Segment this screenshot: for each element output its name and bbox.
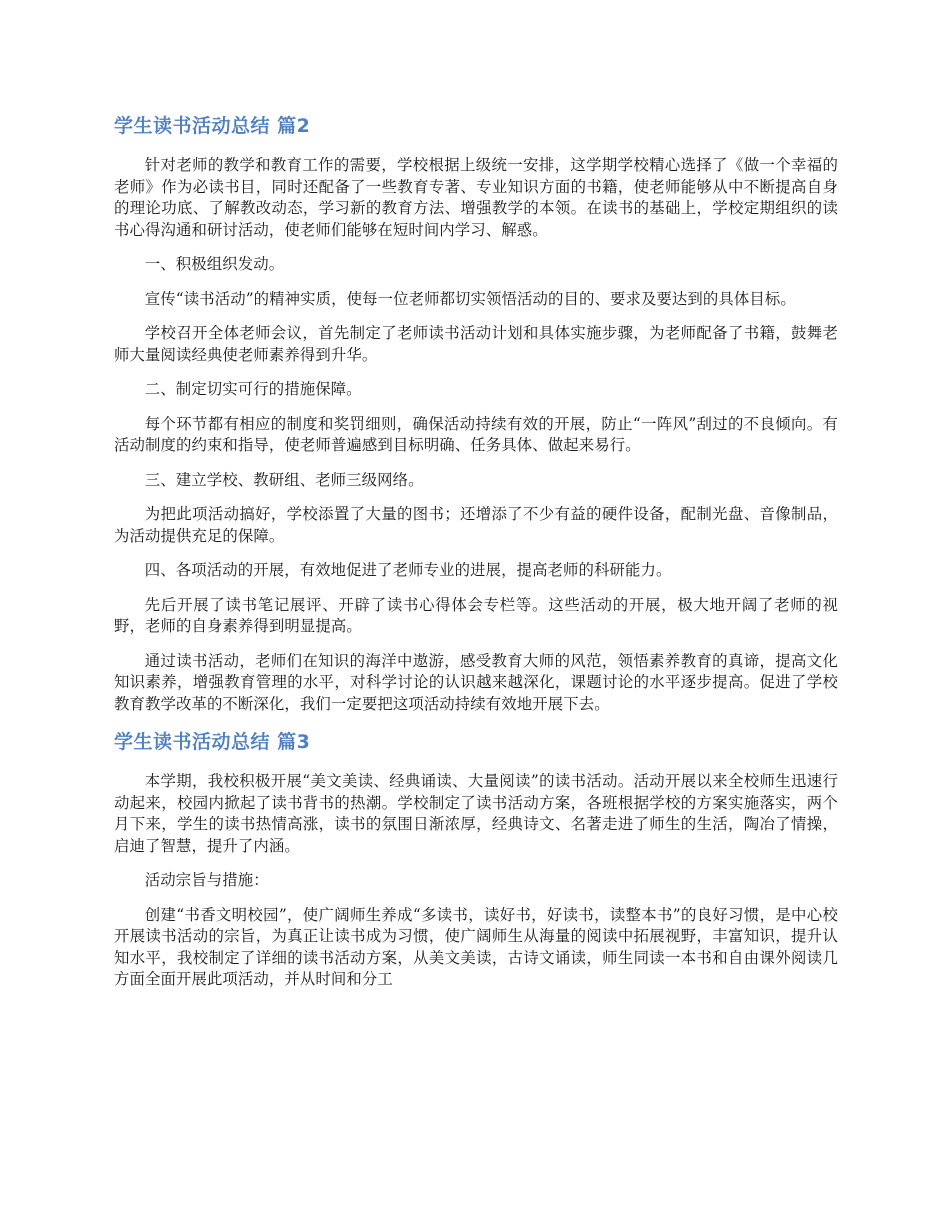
paragraph: 活动宗旨与措施： [144, 871, 269, 889]
paragraph: 本学期，我校积极开展“美文美读、经典诵读、大量阅读”的读书活动。活动开展以来全校师生迅速行动起来，校园内掀起了读书背书的热潮。学校制定了读书活动方案，各班根据学校的方案实施落实，两个月下来，学生的读书热情高涨，读书的氛围日渐浓厚，经典诗文、名著走进了师生的生活，陶冶了情操，启迪了智慧，提升了内涵。 [114, 772, 838, 855]
section-title-2: 学生读书活动总结 篇2 [114, 115, 311, 137]
paragraph: 三、建立学校、教研组、老师三级网络。 [144, 470, 424, 489]
paragraph: 宣传“读书活动”的精神实质，使每一位老师都切实领悟活动的目的、要求及要达到的具体目标。 [144, 289, 796, 308]
paragraph: 学校召开全体老师会议，首先制定了老师读书活动计划和具体实施步骤，为老师配备了书籍，鼓舞老师大量阅读经典使老师素养得到升华。 [114, 324, 838, 364]
paragraph: 创建“书香文明校园”，使广阔师生养成“多读书，读好书，好读书，读整本书”的良好习惯，是中心校开展读书活动的宗旨，为真正让读书成为习惯，使广阔师生从海量的阅读中拓展视野，丰富知识，提升认知水平，我校制定了详细的读书活动方案，从美文美读，古诗文诵读，师生同读一本书和自由课外阅读几方面全面开展此项活动，并从时间和分工 [114, 905, 838, 988]
paragraph: 一、积极组织发动。 [144, 255, 285, 273]
paragraph: 通过读书活动，老师们在知识的海洋中遨游，感受教育大师的风范，领悟素养教育的真谛，提高文化知识素养，增强教育管理的水平，对科学讨论的认识越来越深化，课题讨论的水平逐步提高。促进了学校教育教学改革的不断深化，我们一定要把这项活动持续有效地开展下去。 [114, 651, 838, 713]
paragraph: 针对老师的教学和教育工作的需要，学校根据上级统一安排，这学期学校精心选择了《做一个幸福的老师》作为必读书目，同时还配备了一些教育专著、专业知识方面的书籍，使老师能够从中不断提高自身的理论功底、了解教改动态，学习新的教育方法、增强教学的本领。在读书的基础上，学校定期组织的读书心得沟通和研讨活动，使老师们能够在短时间内学习、解惑。 [114, 156, 838, 239]
paragraph: 每个环节都有相应的制度和奖罚细则，确保活动持续有效的开展，防止“一阵风”刮过的不良倾向。有活动制度的约束和指导，使老师普遍感到目标明确、任务具体、做起来易行。 [114, 414, 838, 454]
paragraph: 二、制定切实可行的措施保障。 [144, 380, 362, 398]
paragraph: 四、各项活动的开展，有效地促进了老师专业的进展，提高老师的科研能力。 [144, 561, 672, 579]
section-title-3: 学生读书活动总结 篇3 [114, 731, 311, 753]
paragraph: 先后开展了读书笔记展评、开辟了读书心得体会专栏等。这些活动的开展，极大地开阔了老师的视野，老师的自身素养得到明显提高。 [114, 595, 838, 635]
paragraph: 为把此项活动搞好，学校添置了大量的图书；还增添了不少有益的硬件设备，配制光盘、音像制品，为活动提供充足的保障。 [114, 505, 838, 545]
